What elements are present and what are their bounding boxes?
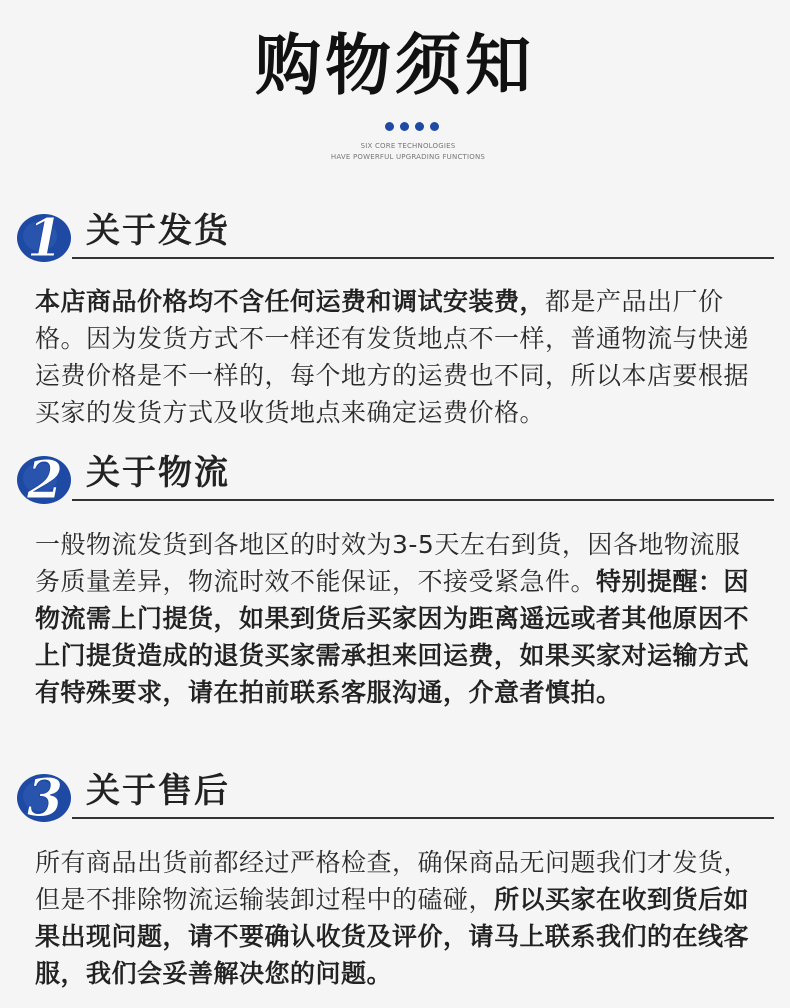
number-badge-icon	[14, 446, 74, 506]
number-badge-icon	[14, 204, 74, 264]
section-title: 关于发货	[86, 211, 230, 251]
section-body	[35, 844, 765, 992]
section-title: 关于售后	[86, 771, 230, 811]
section-header	[14, 756, 774, 826]
page-title: 购物须知	[255, 27, 535, 104]
decorative-dots	[385, 122, 439, 131]
subtitle-line-1: SIX CORE TECHNOLOGIES	[360, 142, 456, 150]
section-body	[35, 283, 765, 431]
subtitle-line-2: HAVE POWERFUL UPGRADING FUNCTIONS	[330, 153, 486, 161]
section-body	[35, 526, 765, 711]
section-title: 关于物流	[86, 453, 230, 493]
body-text: 所有商品出货前都经过严格检查，确保商品无问题我们才发货，但是不排除物流运输装卸过程中的磕碰，	[35, 848, 750, 914]
svg-text:1: 1	[26, 208, 64, 264]
body-text: 一般物流发货到各地区的时效为3-5天左右到货，因各地物流服务质量差异，物流时效不能保证，不接受紧急件。	[35, 530, 741, 596]
section-divider	[72, 817, 774, 819]
dot	[385, 122, 394, 131]
page-header	[0, 0, 790, 180]
dot	[415, 122, 424, 131]
section-header	[14, 438, 774, 508]
dot	[400, 122, 409, 131]
dot	[430, 122, 439, 131]
body-text: 都是产品出厂价格。因为发货方式不一样还有发货地点不一样，普通物流与快递运费价格是不一样的，每个地方的运费也不同，所以本店要根据买家的发货方式及收货地点来确定运费价格。	[35, 287, 750, 427]
number-badge-icon	[14, 764, 74, 824]
svg-text:3: 3	[26, 768, 64, 824]
body-text-emphasis: 特别提醒：因物流需上门提货，如果到货后买家因为距离遥远或者其他原因不上门提货造成的退货买家需承担来回运费，如果买家对运输方式有特殊要求，请在拍前联系客服沟通，介意者慎拍。	[35, 567, 750, 707]
section-header	[14, 196, 774, 266]
section-divider	[72, 499, 774, 501]
section-divider	[72, 257, 774, 259]
svg-text:2: 2	[26, 450, 64, 506]
body-text-emphasis: 所以买家在收到货后如果出现问题，请不要确认收货及评价，请马上联系我们的在线客服，我们会妥善解决您的问题。	[35, 885, 750, 988]
body-text-emphasis: 本店商品价格均不含任何运费和调试安装费，	[35, 287, 546, 316]
